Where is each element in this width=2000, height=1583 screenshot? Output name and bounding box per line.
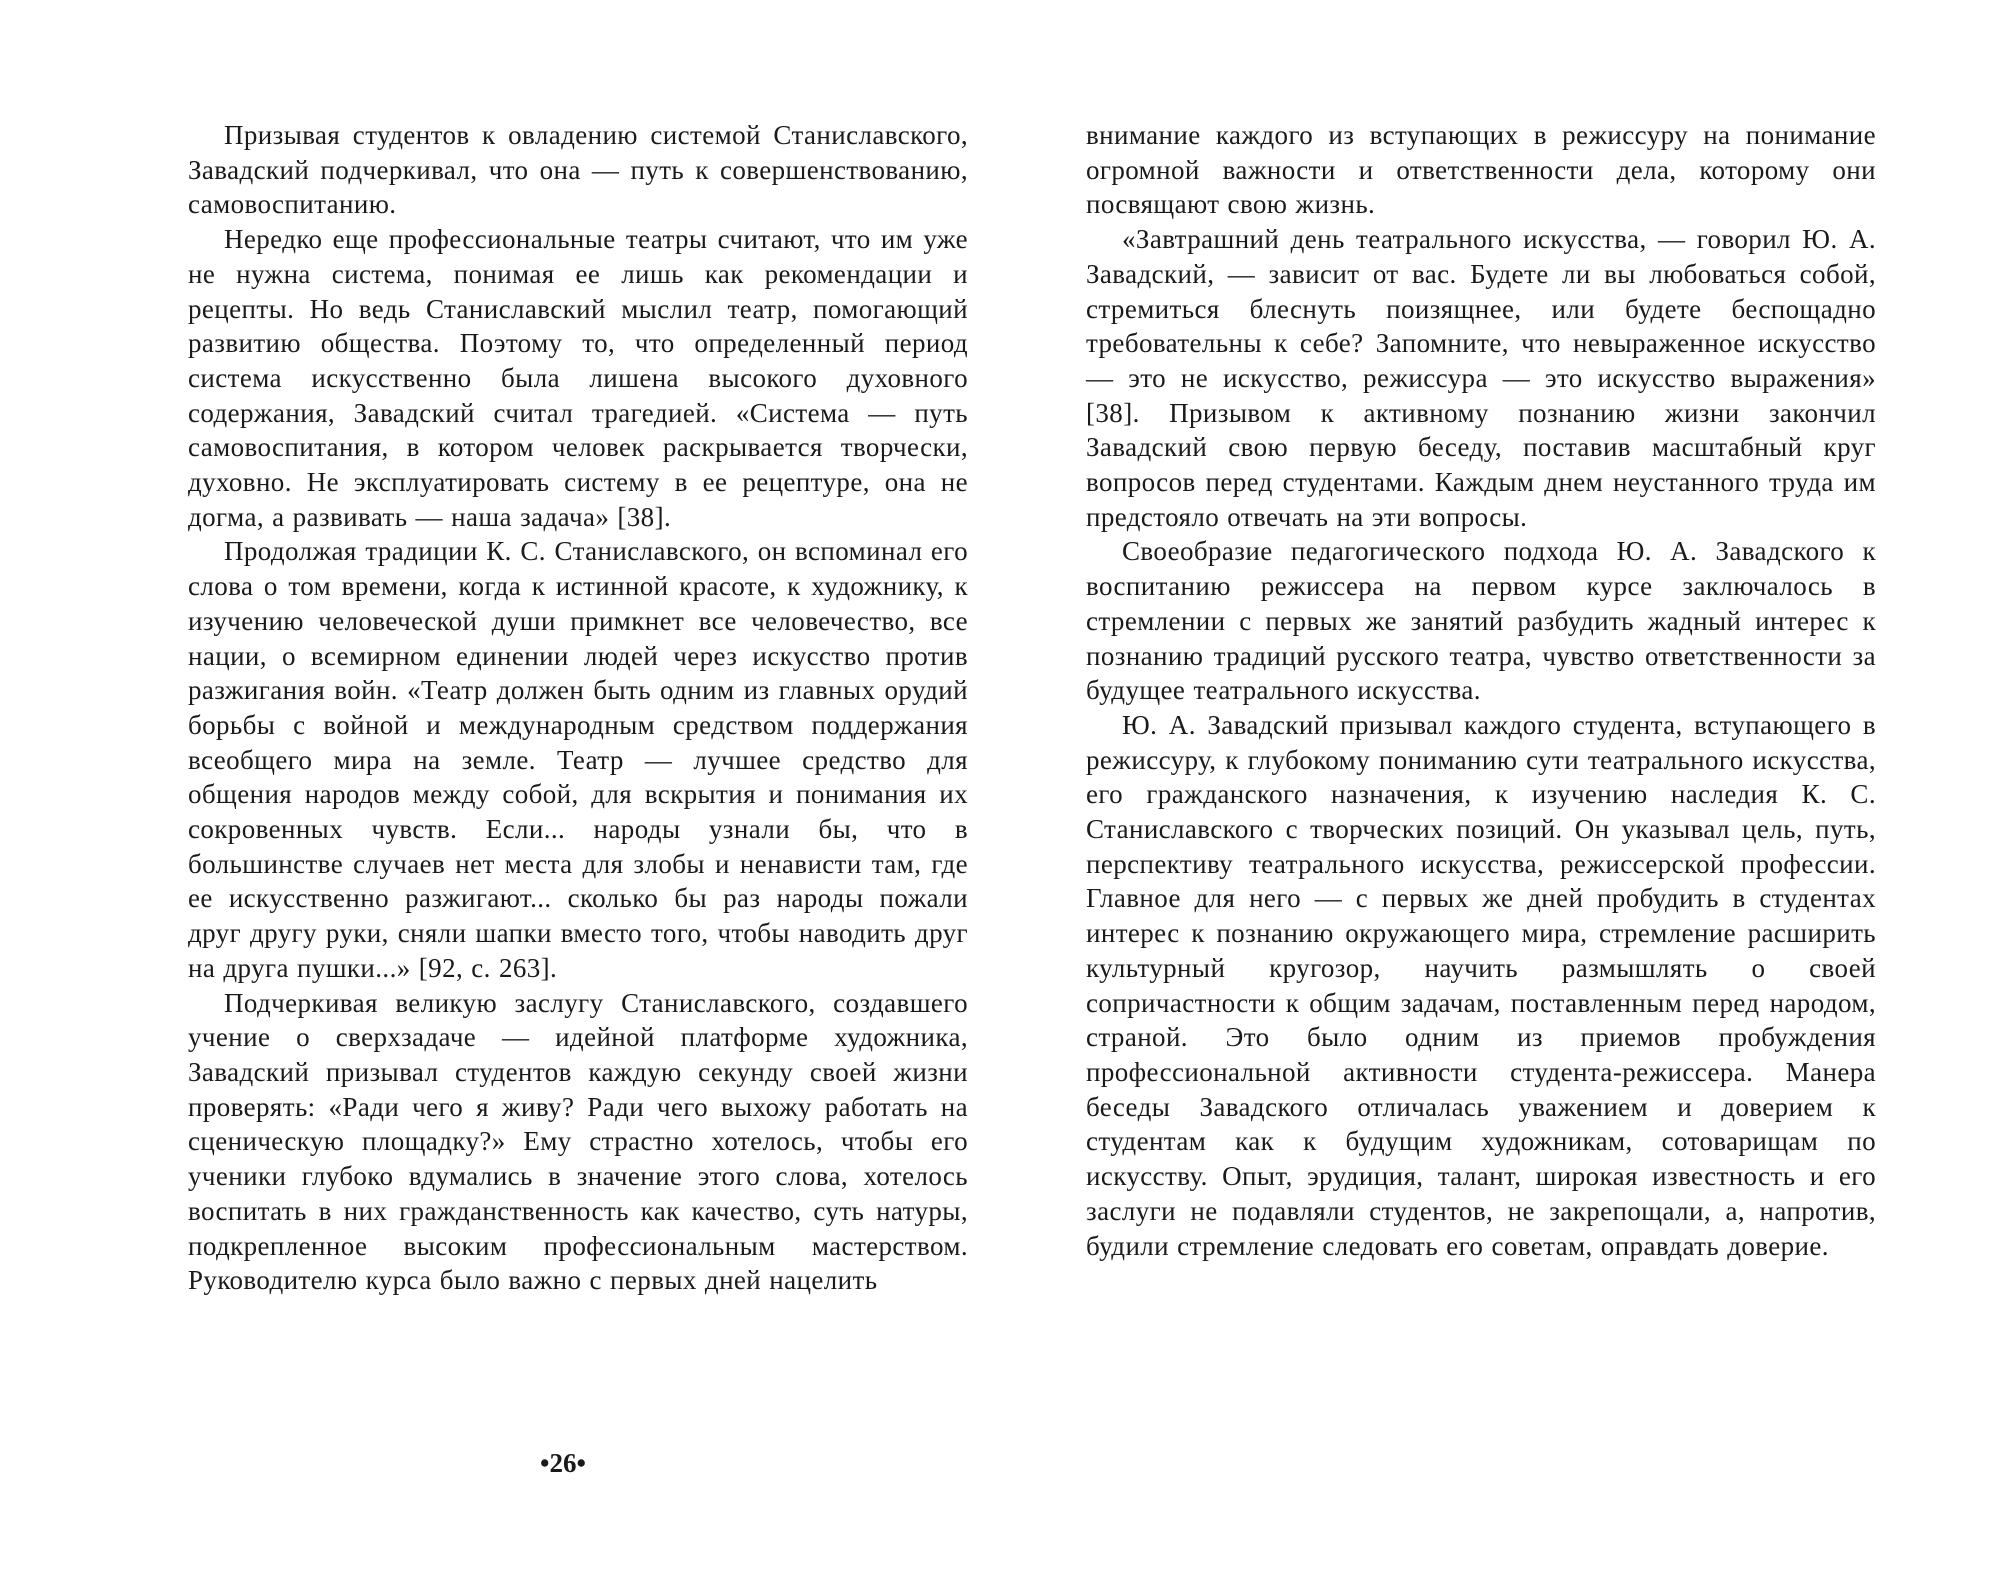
paragraph: Продолжая традиции К. С. Станиславского, он вспоминал его слова о том времени, когда к истинной красоте, к художнику, к изучению человеческой души примкнет все человечество, все нации, о всемирном единении людей через искусство против разжигания войн. «Театр должен быть одним из главных орудий борьбы с войной и международным средством поддержания всеобщего мира на земле. Театр — лучшее средство для общения народов между собой, для вскрытия и понимания их сокровенных чувств. Если... народы узнали бы, что в большинстве случаев нет места для злобы и ненависти там, где ее искусственно разжигают... сколько бы раз народы пожали друг другу руки, сняли шапки вместо того, чтобы наводить друг на друга пушки...» [92, с. 263]. bbox=[188, 536, 968, 983]
paragraph: Нередко еще профессиональные театры считают, что им уже не нужна система, понимая ее лишь как рекомендации и рецепты. Но ведь Станиславский мыслил театр, помогающий развитию общества. Поэтому то, что определенный период система искусственно была лишена высокого духовного содержания, Завадский считал трагедией. «Система — путь самовоспитания, в котором человек раскрывается творчески, духовно. Не эксплуатировать систему в ее рецептуре, она не догма, а развивать — наша задача» [38]. bbox=[188, 224, 968, 532]
paragraph: «Завтрашний день театрального искусства, — говорил Ю. А. Завадский, — зависит от вас. Будете ли вы любоваться собой, стремиться блеснуть поизящнее, или будете беспощадно требовательны к себе? Запомните, что невыраженное искусство — это не искусство, режиссура — это искусство выражения» [38]. Призывом к активному познанию жизни закончил Завадский свою первую беседу, поставив масштабный круг вопросов перед студентами. Каждым днем неустанного труда им предстояло отвечать на эти вопросы. bbox=[1086, 224, 1876, 532]
paragraph: внимание каждого из вступающих в режиссуру на понимание огромной важности и ответственности дела, которому они посвящают свою жизнь. bbox=[1086, 120, 1876, 220]
paragraph: Призывая студентов к овладению системой Станиславского, Завадский подчеркивал, что она — путь к совершенствованию, самовоспитанию. bbox=[188, 120, 968, 220]
paragraph: Своеобразие педагогического подхода Ю. А. Завадского к воспитанию режиссера на первом курсе заключалось в стремлении с первых же занятий разбудить жадный интерес к познанию традиций русского театра, чувство ответственности за будущее театрального искусства. bbox=[1086, 536, 1876, 706]
paragraph: Подчеркивая великую заслугу Станиславского, создавшего учение о сверхзадаче — идейной платформе художника, Завадский призывал студентов каждую секунду своей жизни проверять: «Ради чего я живу? Ради чего выхожу работать на сценическую площадку?» Ему страстно хотелось, чтобы его ученики глубоко вдумались в значение этого слова, хотелось воспитать в них гражданственность как качество, суть натуры, подкрепленное высоким профессиональным мастерством. Руководителю курса было важно с первых дней нацелить bbox=[188, 987, 968, 1296]
page-number: •26• bbox=[540, 1448, 586, 1478]
paragraph: Ю. А. Завадский призывал каждого студента, вступающего в режиссуру, к глубокому пониманию сути театрального искусства, его гражданского назначения, к изучению наследия К. С. Станиславского с творческих позиций. Он указывал цель, путь, перспективу театрального искусства, режиссерской профессии. Главное для него — с первых же дней пробудить в студентах интерес к познанию окружающего мира, стремление расширить культурный кругозор, научить размышлять о своей сопричастности к общим задачам, поставленным перед народом, страной. Это было одним из приемов пробуждения профессиональной активности студента-режиссера. Манера беседы Завадского отличалась уважением и доверием к студентам как к будущим художникам, сотоварищам по искусству. Опыт, эрудиция, талант, широкая известность и его заслуги не подавляли студентов, не закрепощали, а, напротив, будили стремление следовать его советам, оправдать доверие. bbox=[1086, 709, 1876, 1261]
left-page bbox=[188, 118, 968, 1298]
right-page bbox=[1086, 118, 1876, 1263]
